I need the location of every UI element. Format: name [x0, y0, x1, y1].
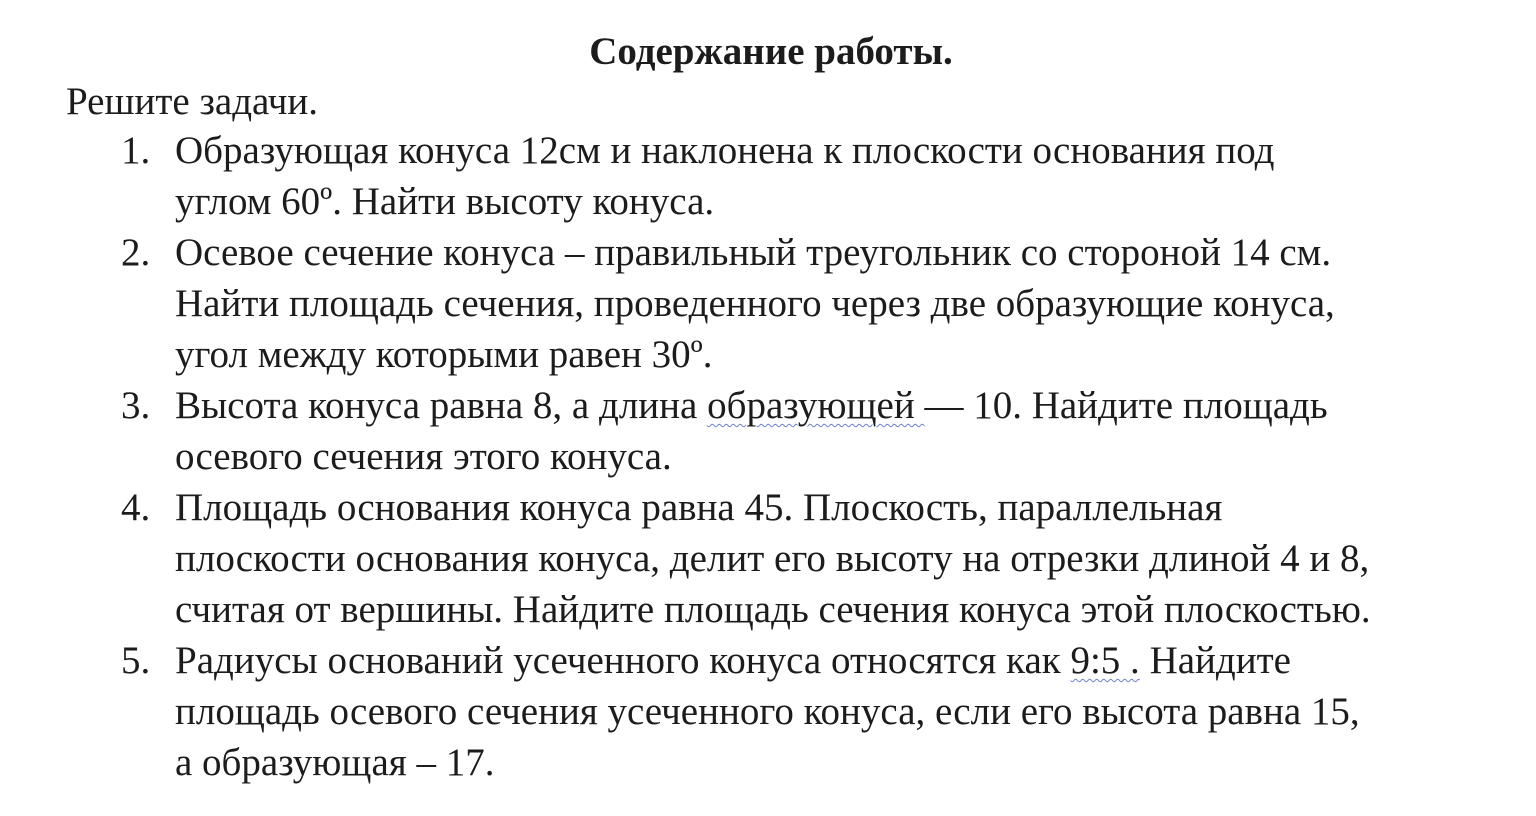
task-line: считая от вершины. Найдите площадь сечения конуса этой плоскостью. [175, 588, 1371, 631]
task-line: плоскости основания конуса, делит его высоту на отрезки длиной 4 и 8, [175, 537, 1370, 580]
task-line: углом 60º. Найти высоту конуса. [175, 180, 715, 223]
task-line: угол между которыми равен 30º. [175, 333, 713, 376]
task-text [175, 380, 1536, 482]
task-line: Площадь основания конуса равна 45. Плоскость, параллельная [175, 486, 1223, 529]
task-item-3 [0, 380, 1536, 482]
task-line: осевого сечения этого конуса. [175, 435, 672, 478]
task-line: площадь осевого сечения усеченного конуса, если его высота равна 15, [175, 690, 1360, 733]
task-text [175, 482, 1536, 635]
task-number: 1. [121, 129, 151, 172]
spellcheck-marked-word[interactable]: 9:5 . [1070, 639, 1140, 682]
task-item-4 [0, 482, 1536, 635]
task-line: Осевое сечение конуса – правильный треугольник со стороной 14 см. [175, 231, 1332, 274]
text-segment: Найдите [1139, 639, 1291, 682]
task-text [175, 125, 1536, 227]
task-line: Образующая конуса 12см и наклонена к плоскости основания под [175, 129, 1275, 172]
task-line: а образующая – 17. [175, 741, 495, 784]
text-segment: — 10. Найдите площадь [924, 384, 1328, 427]
task-text [175, 227, 1536, 380]
intro-text: Решите задачи. [66, 80, 319, 123]
text-segment: Радиусы оснований усеченного конуса относятся как [175, 639, 1071, 682]
task-item-5 [0, 635, 1536, 788]
task-number: 4. [121, 486, 151, 529]
text-segment: Высота конуса равна 8, а длина [175, 384, 708, 427]
task-item-2 [0, 227, 1536, 380]
task-number: 5. [121, 639, 151, 682]
spellcheck-marked-word[interactable]: образующей [707, 384, 925, 427]
task-line [175, 380, 1536, 431]
task-item-1 [0, 125, 1536, 227]
task-number: 3. [121, 384, 151, 427]
task-number: 2. [121, 231, 151, 274]
task-line [175, 635, 1536, 686]
document-title: Содержание работы. [589, 30, 953, 73]
task-list [0, 125, 1536, 788]
task-line: Найти площадь сечения, проведенного через две образующие конуса, [175, 282, 1335, 325]
task-text [175, 635, 1536, 788]
